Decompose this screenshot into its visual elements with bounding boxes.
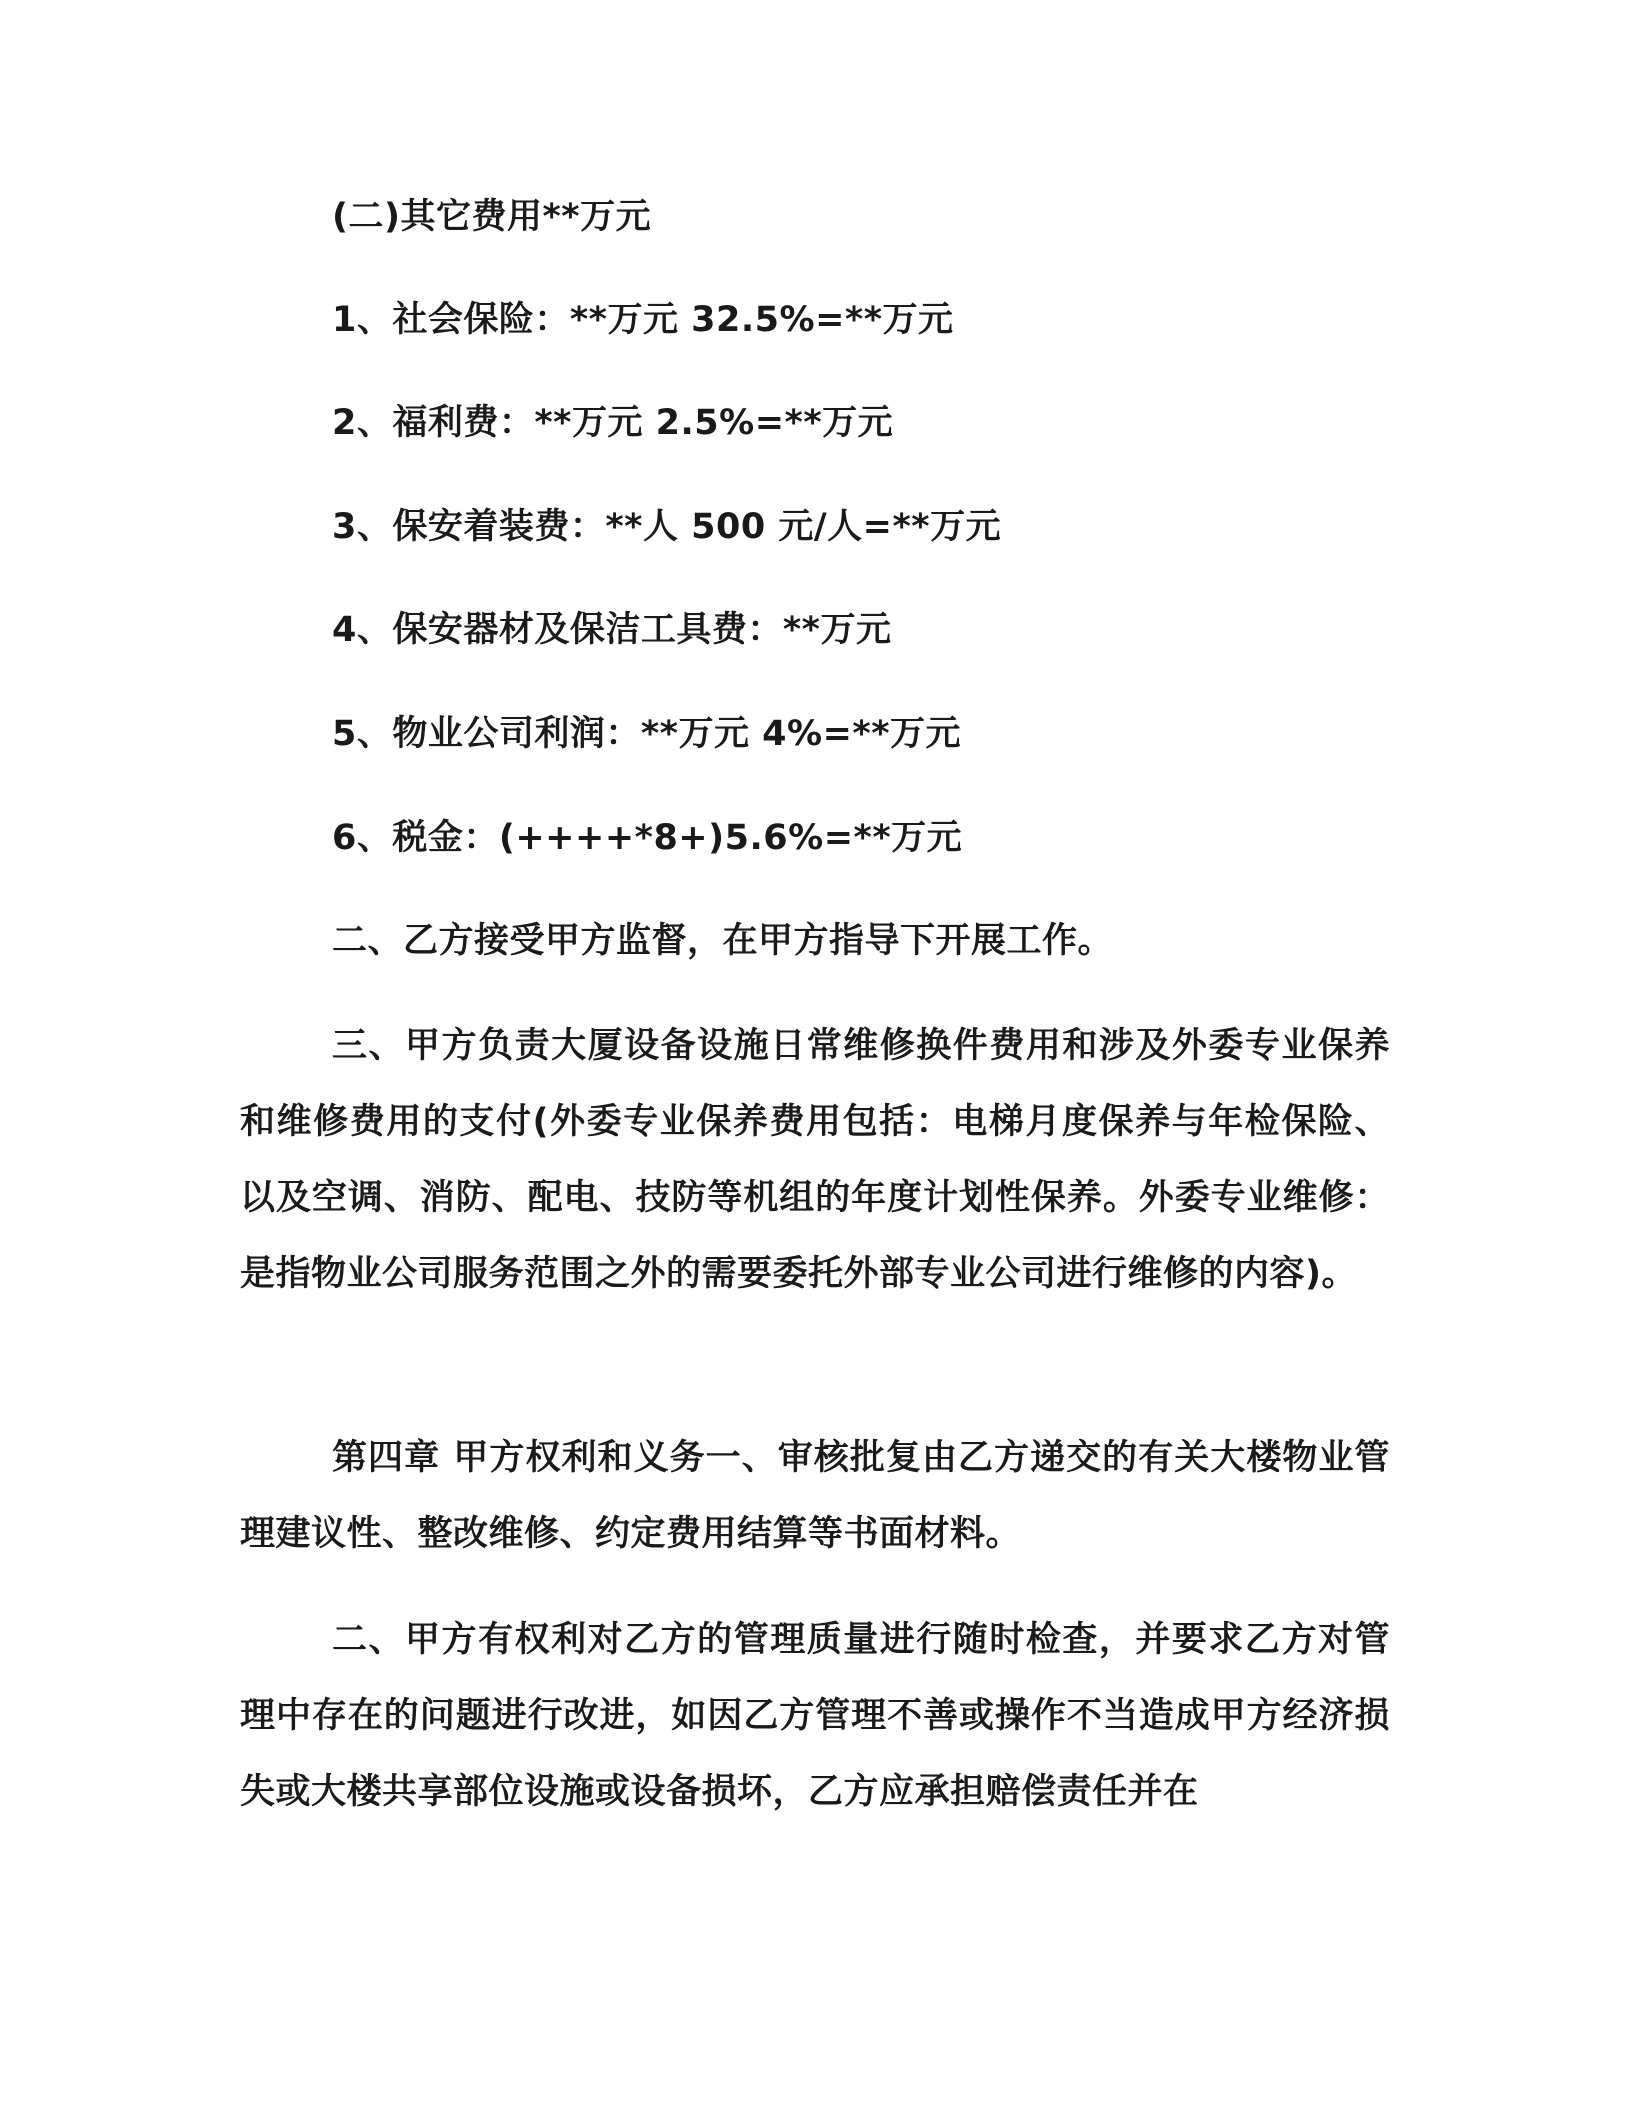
- fee-item-social-insurance: 1、社会保险：**万元 32.5%=**万元: [332, 300, 954, 340]
- section-heading-other-fees: (二)其它费用**万元: [332, 197, 652, 237]
- fee-item-uniform: 3、保安着装费：**人 500 元/人=**万元: [332, 507, 1002, 547]
- clause-two-supervision: 二、乙方接受甲方监督，在甲方指导下开展工作。: [332, 921, 1114, 961]
- chapter-four-party-a-rights: 第四章 甲方权利和义务一、审核批复由乙方递交的有关大楼物业管理建议性、整改维修、约定费用结算等书面材料。: [240, 1438, 1390, 1554]
- fee-item-equipment-tools: 4、保安器材及保洁工具费：**万元: [332, 610, 892, 650]
- fee-item-tax: 6、税金：(++++*8+)5.6%=**万元: [332, 818, 963, 858]
- fee-item-welfare: 2、福利费：**万元 2.5%=**万元: [332, 403, 894, 443]
- fee-item-profit: 5、物业公司利润：**万元 4%=**万元: [332, 714, 961, 754]
- clause-three-maintenance-costs: 三、甲方负责大厦设备设施日常维修换件费用和涉及外委专业保养和维修费用的支付(外委专业保养费用包括：电梯月度保养与年检保险、以及空调、消防、配电、技防等机组的年度计划性保养。外委专业维修：是指物业公司服务范围之外的需要委托外部专业公司进行维修的内容)。: [240, 1026, 1390, 1294]
- clause-two-quality-inspection: 二、甲方有权利对乙方的管理质量进行随时检查，并要求乙方对管理中存在的问题进行改进，如因乙方管理不善或操作不当造成甲方经济损失或大楼共享部位设施或设备损坏，乙方应承担赔偿责任并在: [240, 1620, 1390, 1812]
